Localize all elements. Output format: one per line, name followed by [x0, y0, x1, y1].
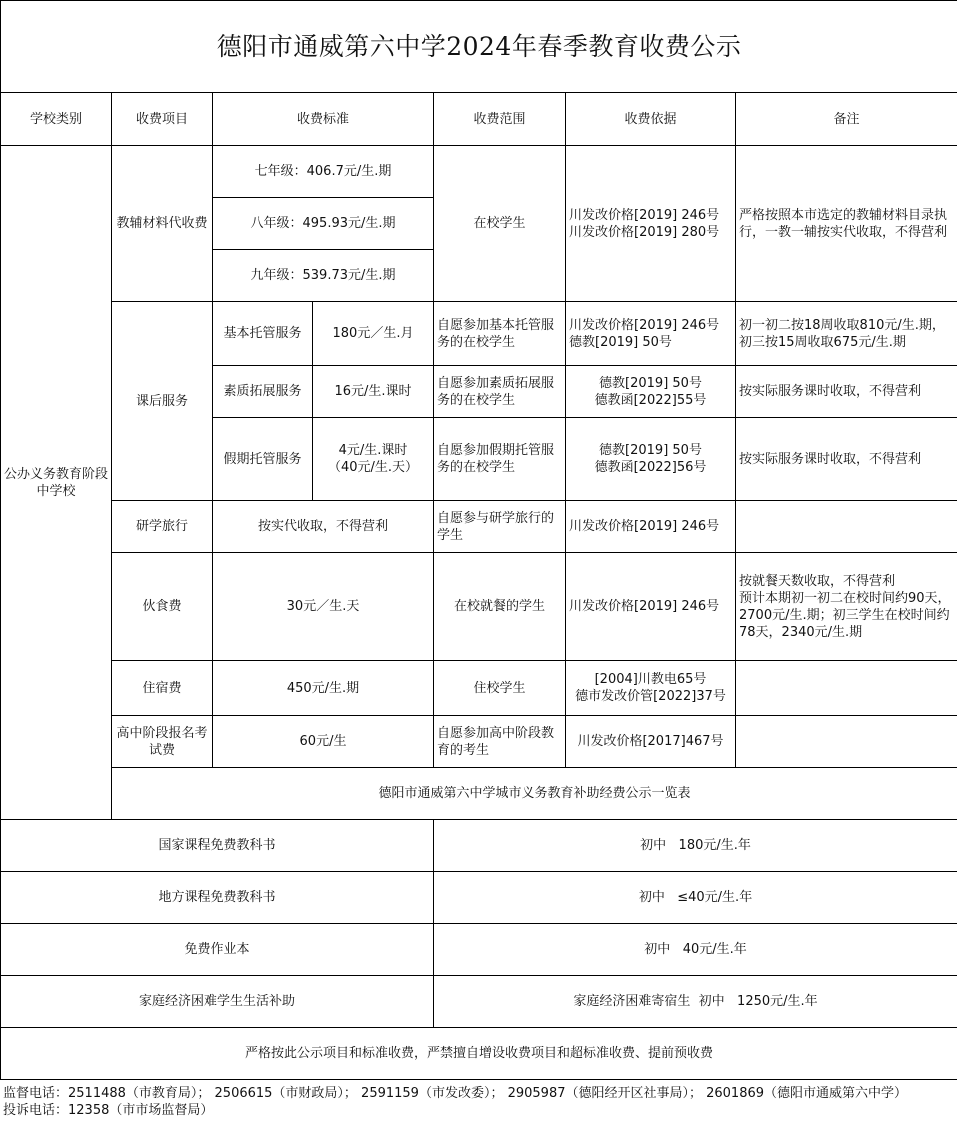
- title-row: [1, 1, 957, 93]
- meals-scope: 在校就餐的学生: [434, 553, 566, 661]
- page-title: 德阳市通威第六中学2024年春季教育收费公示: [1, 1, 957, 93]
- exam-name: 高中阶段报名考试费: [112, 716, 213, 768]
- basic-care-name: 基本托管服务: [213, 302, 313, 366]
- header-fee-standard: 收费标准: [213, 93, 434, 146]
- materials-note: 严格按照本市选定的教辅材料目录执行，一教一辅按实代收取，不得营利: [736, 146, 957, 302]
- subsidy-item: 家庭经济困难学生生活补助: [1, 976, 434, 1028]
- quality-expansion-note: 按实际服务课时收取，不得营利: [736, 366, 957, 418]
- subsidy-value: 初中 40元/生.年: [434, 924, 957, 976]
- basic-care-note: 初一初二按18周收取810元/生.期，初三按15周收取675元/生.期: [736, 302, 957, 366]
- subsidy-item: 免费作业本: [1, 924, 434, 976]
- header-remarks: 备注: [736, 93, 957, 146]
- study-tour-scope: 自愿参与研学旅行的学生: [434, 501, 566, 553]
- meals-price: 30元／生.天: [213, 553, 434, 661]
- header-row: [1, 93, 957, 146]
- lodging-basis: [2004]川教电65号 德市发改价管[2022]37号: [566, 661, 736, 716]
- study-tour-name: 研学旅行: [112, 501, 213, 553]
- supervision-phones: 监督电话：2511488（市教育局）； 2506615（市财政局）； 2591159（市发改委）； 2905987（德阳经开区社事局）； 2601869（德阳市通威第六中学）: [3, 1086, 908, 1101]
- materials-name: 教辅材料代收费: [112, 146, 213, 302]
- table-row: [1, 146, 957, 198]
- subsidy-value: 初中 180元/生.年: [434, 820, 957, 872]
- subsidy-title: 德阳市通威第六中学城市义务教育补助经费公示一览表: [112, 768, 957, 820]
- materials-scope: 在校学生: [434, 146, 566, 302]
- holiday-care-price: 4元/生.课时 （40元/生.天）: [313, 418, 434, 501]
- subsidy-item: 地方课程免费教科书: [1, 872, 434, 924]
- quality-expansion-basis: 德教[2019] 50号 德教函[2022]55号: [566, 366, 736, 418]
- header-fee-basis: 收费依据: [566, 93, 736, 146]
- contact-notes: [3, 1085, 955, 1119]
- lodging-note: [736, 661, 957, 716]
- header-school-type: 学校类别: [1, 93, 112, 146]
- quality-expansion-name: 素质拓展服务: [213, 366, 313, 418]
- lodging-price: 450元/生.期: [213, 661, 434, 716]
- table-row: [1, 924, 957, 976]
- basic-care-scope: 自愿参加基本托管服务的在校学生: [434, 302, 566, 366]
- table-row: [1, 872, 957, 924]
- table-row: [1, 820, 957, 872]
- grade9-fee: 九年级：539.73元/生.期: [213, 250, 434, 302]
- header-fee-item: 收费项目: [112, 93, 213, 146]
- holiday-care-note: 按实际服务课时收取，不得营利: [736, 418, 957, 501]
- table-row: [1, 553, 957, 661]
- school-type-cell: 公办义务教育阶段中学校: [1, 146, 112, 820]
- subsidy-value: 初中 ≤40元/生.年: [434, 872, 957, 924]
- exam-note: [736, 716, 957, 768]
- study-tour-note: [736, 501, 957, 553]
- holiday-care-basis: 德教[2019] 50号 德教函[2022]56号: [566, 418, 736, 501]
- quality-expansion-price: 16元/生.课时: [313, 366, 434, 418]
- meals-note: 按就餐天数收取，不得营利 预计本期初一初二在校时间约90天，2700元/生.期；初三学生在校时间约78天，2340元/生.期: [736, 553, 957, 661]
- subsidy-title-row: [1, 768, 957, 820]
- table-row: [1, 302, 957, 366]
- table-row: [1, 501, 957, 553]
- exam-price: 60元/生: [213, 716, 434, 768]
- meals-name: 伙食费: [112, 553, 213, 661]
- materials-basis: 川发改价格[2019] 246号 川发改价格[2019] 280号: [566, 146, 736, 302]
- study-tour-price: 按实代收取，不得营利: [213, 501, 434, 553]
- basic-care-price: 180元／生.月: [313, 302, 434, 366]
- holiday-care-name: 假期托管服务: [213, 418, 313, 501]
- subsidy-item: 国家课程免费教科书: [1, 820, 434, 872]
- table-row: [1, 976, 957, 1028]
- complaint-phone: 投诉电话：12358（市市场监督局）: [3, 1103, 214, 1118]
- holiday-care-scope: 自愿参加假期托管服务的在校学生: [434, 418, 566, 501]
- grade8-fee: 八年级：495.93元/生.期: [213, 198, 434, 250]
- lodging-name: 住宿费: [112, 661, 213, 716]
- statement-row: [1, 1028, 957, 1080]
- meals-basis: 川发改价格[2019] 246号: [566, 553, 736, 661]
- exam-scope: 自愿参加高中阶段教育的考生: [434, 716, 566, 768]
- lodging-scope: 住校学生: [434, 661, 566, 716]
- table-row: [1, 661, 957, 716]
- study-tour-basis: 川发改价格[2019] 246号: [566, 501, 736, 553]
- basic-care-basis: 川发改价格[2019] 246号 德教[2019] 50号: [566, 302, 736, 366]
- footer-statement: 严格按此公示项目和标准收费，严禁擅自增设收费项目和超标准收费、提前预收费: [1, 1028, 957, 1080]
- after-school-name: 课后服务: [112, 302, 213, 501]
- subsidy-value: 家庭经济困难寄宿生 初中 1250元/生.年: [434, 976, 957, 1028]
- quality-expansion-scope: 自愿参加素质拓展服务的在校学生: [434, 366, 566, 418]
- exam-basis: 川发改价格[2017]467号: [566, 716, 736, 768]
- grade7-fee: 七年级：406.7元/生.期: [213, 146, 434, 198]
- header-fee-scope: 收费范围: [434, 93, 566, 146]
- table-row: [1, 716, 957, 768]
